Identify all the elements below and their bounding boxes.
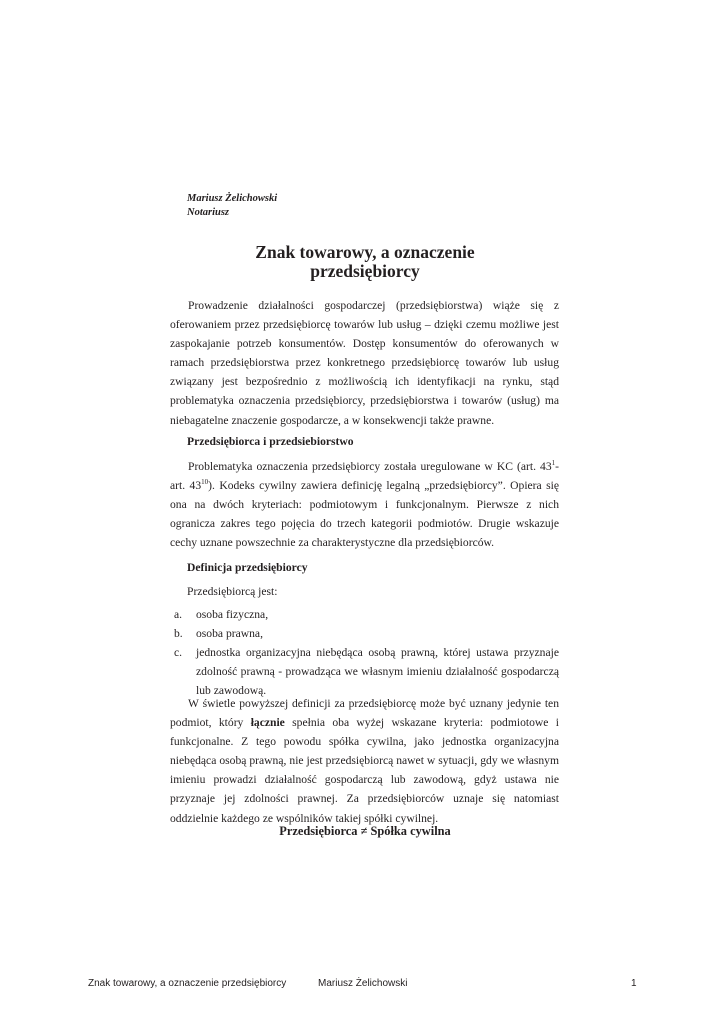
- list-item-text: osoba fizyczna,: [196, 608, 269, 621]
- section1-sup-2: 10: [201, 478, 209, 487]
- footer-author: Mariusz Żelichowski: [318, 978, 408, 989]
- intro-paragraph: Prowadzenie działalności gospodarczej (przedsiębiorstwa) wiąże się z oferowaniem przez przedsiębiorcę towarów lub usług – dzięki czemu możliwe jest zaspokajanie potrzeb konsumentów. Dostęp konsumentów do oferowanych w ramach przedsiębiorstwa przez konkretnego przedsiębiorcę towarów lub usług związany jest bezpośrednio z możliwością ich identyfikacji na rynku, stąd problematyka oznaczenia przedsiębiorcy, przedsiębiorstwa i towarów (usług) ma niebagatelne znaczenie gospodarcze, a w konsekwencji także prawne.: [170, 299, 559, 427]
- definition-intro: Przedsiębiorcą jest:: [187, 585, 278, 598]
- section2-text-start: W świetle powyższej definicji za przedsiębiorcę może być uznany jedynie ten podmiot, który: [170, 697, 559, 730]
- list-item: [174, 624, 559, 643]
- list-marker: c.: [174, 646, 183, 659]
- author-block: [187, 192, 277, 220]
- section1-text-start: Problematyka oznaczenia przedsiębiorcy została uregulowane w KC (art. 43: [188, 460, 552, 473]
- list-marker: b.: [174, 627, 183, 640]
- section1-paragraph: [170, 457, 559, 552]
- footer-page-number: 1: [631, 978, 637, 989]
- section-heading-entrepreneur: Przedsiębiorca i przedsiebiorstwo: [187, 435, 354, 448]
- title-line-1: Znak towarowy, a oznaczenie: [255, 242, 475, 262]
- definition-list: [174, 605, 559, 700]
- section1-text-end: ). Kodeks cywilny zawiera definicję legalną „przedsiębiorcy”. Opiera się ona na dwóch kryteriach: podmiotowym i funkcjonalnym. Pierwsze z nich ogranicza zakres tego pojęcia do trzech kategorii podmiotów. Drugie wskazuje cechy uznane powszechnie za charakterystyczne dla przedsiębiorców.: [170, 479, 559, 550]
- section1-body: [170, 457, 559, 552]
- author-name: Mariusz Żelichowski: [187, 193, 278, 204]
- author-role: Notariusz: [187, 207, 230, 218]
- list-item: [174, 605, 559, 624]
- section2-body: [170, 694, 559, 828]
- list-item-text: osoba prawna,: [196, 627, 263, 640]
- intro-section: [170, 296, 559, 430]
- list-marker: a.: [174, 608, 183, 621]
- document-title: [170, 243, 560, 280]
- list-item: [174, 643, 559, 700]
- title-line-2: przedsiębiorcy: [310, 260, 420, 281]
- closing-statement: Przedsiębiorca ≠ Spółka cywilna: [279, 824, 451, 838]
- footer-doc-title: Znak towarowy, a oznaczenie przedsiębiorcy: [88, 978, 287, 989]
- section1-sup-1: 1: [551, 459, 556, 468]
- section-heading-definition: Definicja przedsiębiorcy: [187, 561, 308, 574]
- list-item-text: jednostka organizacyjna niebędąca osobą prawną, której ustawa przyznaje zdolność prawną - prowadząca we własnym imieniu działalność gospodarczą lub zawodową.: [196, 646, 559, 697]
- section2-paragraph: [170, 694, 559, 828]
- section1-text-mid: - art. 43: [170, 460, 559, 493]
- section2-text-end: spełnia oba wyżej wskazane kryteria: podmiotowe i funkcjonalne. Z tego powodu spółka cywilna, jako jednostka organizacyjna niebędąca osobą prawną, nie jest przedsiębiorcą nawet w sytuacji, gdy we własnym imieniu prowadzi działalność gospodarczą lub zawodową, gdyż ustawa nie przyznaje jej zdolności prawnej. Za przedsiębiorców uznaje się natomiast oddzielnie każdego ze wspólników takiej spółki cywilnej.: [170, 716, 559, 825]
- section2-bold-word: łącznie: [250, 716, 285, 730]
